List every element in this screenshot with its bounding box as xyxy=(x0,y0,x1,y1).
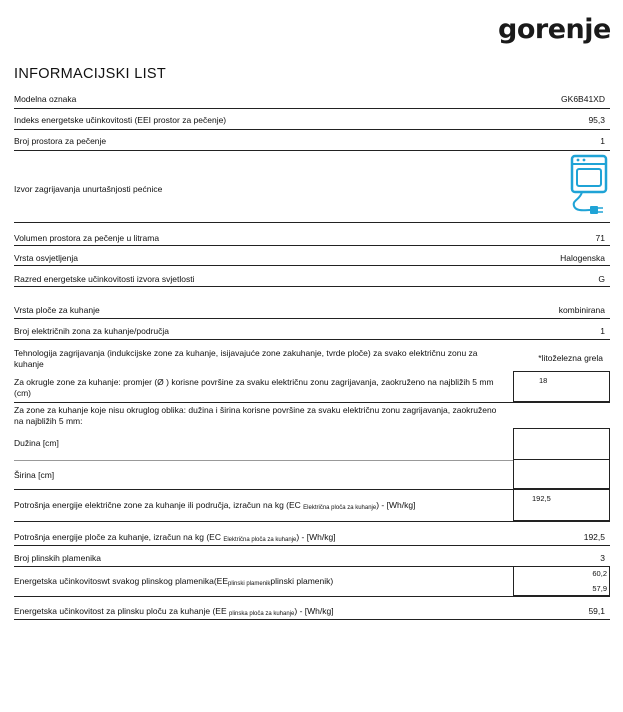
divider xyxy=(14,402,610,403)
heating-tech-label-2: kuhanje xyxy=(14,359,44,369)
divider xyxy=(14,265,610,266)
divider xyxy=(14,222,610,223)
non-round-label-1: Za zone za kuhanje koje nisu okruglog oblika: dužina i širina korisne površine za svaku električnu zonu zagrijavanja, zaokruženo xyxy=(14,405,497,415)
zone-consumption-box xyxy=(513,489,610,521)
zone-consumption-value: 192,5 xyxy=(532,494,551,503)
divider xyxy=(14,150,610,151)
round-zones-label-1: Za okrugle zone za kuhanje: promjer (Ø ) korisne površine za svaku električnu zonu zagrijavanja, zaokruženo na najbližih 5 mm xyxy=(14,377,494,387)
brand-logo: gorenje xyxy=(498,14,611,45)
divider xyxy=(14,596,610,597)
divider xyxy=(14,129,610,130)
zone-consumption-label: Potrošnja energije električne zone za kuhanje ili područja, izračun na kg (EC $_{Električna ploča za kuhanje}$) - [Wh/kg] xyxy=(14,500,416,511)
light-class-value: G xyxy=(598,274,605,284)
oven-electric-plug-icon xyxy=(568,154,608,220)
hob-type-label: Vrsta ploče za kuhanje xyxy=(14,305,100,315)
width-label: Širina [cm] xyxy=(14,470,55,480)
length-box xyxy=(513,428,610,460)
round-zone-value: 18 xyxy=(539,376,548,385)
non-round-label-2: na najbližih 5 mm: xyxy=(14,416,83,426)
divider xyxy=(14,460,513,461)
divider xyxy=(14,286,610,287)
lighting-value: Halogenska xyxy=(560,253,605,263)
electric-zones-value: 1 xyxy=(600,326,605,336)
eei-value: 95,3 xyxy=(588,115,605,125)
lighting-label: Vrsta osvjetljenja xyxy=(14,253,78,263)
light-class-label: Razred energetske učinkovitosti izvora svjetlosti xyxy=(14,274,195,284)
heat-source-label: Izvor zagrijavanja unurtašnjosti pećnice xyxy=(14,184,163,194)
hob-consumption-value: 192,5 xyxy=(583,532,605,542)
burner-efficiency-value-2: 57,9 xyxy=(592,584,607,593)
round-zones-label-2: (cm) xyxy=(14,388,31,398)
hob-type-value: kombinirana xyxy=(558,305,605,315)
cavities-label: Broj prostora za pečenje xyxy=(14,136,107,146)
round-zone-box xyxy=(513,371,610,402)
page-title: INFORMACIJSKI LIST xyxy=(14,66,167,82)
divider xyxy=(14,108,610,109)
gas-burners-value: 3 xyxy=(600,553,605,563)
width-box xyxy=(513,459,610,489)
eei-label: Indeks energetske učinkovitosti (EEI prostor za pečenje) xyxy=(14,115,227,125)
divider xyxy=(14,318,610,319)
divider xyxy=(14,545,610,546)
model-label: Modelna oznaka xyxy=(14,94,77,104)
volume-value: 71 xyxy=(595,233,605,243)
divider xyxy=(14,245,610,246)
volume-label: Volumen prostora za pečenje u litrama xyxy=(14,233,160,243)
length-label: Dužina [cm] xyxy=(14,438,59,448)
divider xyxy=(14,619,610,620)
gas-hob-efficiency-value: 59,1 xyxy=(588,606,605,616)
divider xyxy=(14,339,610,340)
gas-burners-label: Broj plinskih plamenika xyxy=(14,553,101,563)
burner-efficiency-value-1: 60,2 xyxy=(592,569,607,578)
heating-tech-label-1: Tehnologija zagrijavanja (indukcijske zone za kuhanje, isijavajuće zone zakuhanje, tvrde ploče) za svako električnu zonu za xyxy=(14,348,478,358)
burner-efficiency-label: Energetska učinkovitoswt svakog plinskog $plamenika(EE_{plinski plamenik}plinski$ plamenik) xyxy=(14,576,334,587)
electric-zones-label: Broj električnih zona za kuhanje/područja xyxy=(14,326,169,336)
gas-hob-efficiency-label: Energetska učinkovitost za plinsku ploču za kuhanje (EE $_{plinska ploča za kuhanje}$) - [Wh/kg] xyxy=(14,606,334,617)
divider xyxy=(14,521,610,522)
hob-consumption-label: Potrošnja energije ploče za kuhanje, izračun na kg (EC $_{Električna ploča za kuhanje}$) - [Wh/kg] xyxy=(14,532,336,543)
heating-tech-value: *litoželezna grela xyxy=(538,353,603,363)
cavities-value: 1 xyxy=(600,136,605,146)
model-value: GK6B41XD xyxy=(561,94,605,104)
